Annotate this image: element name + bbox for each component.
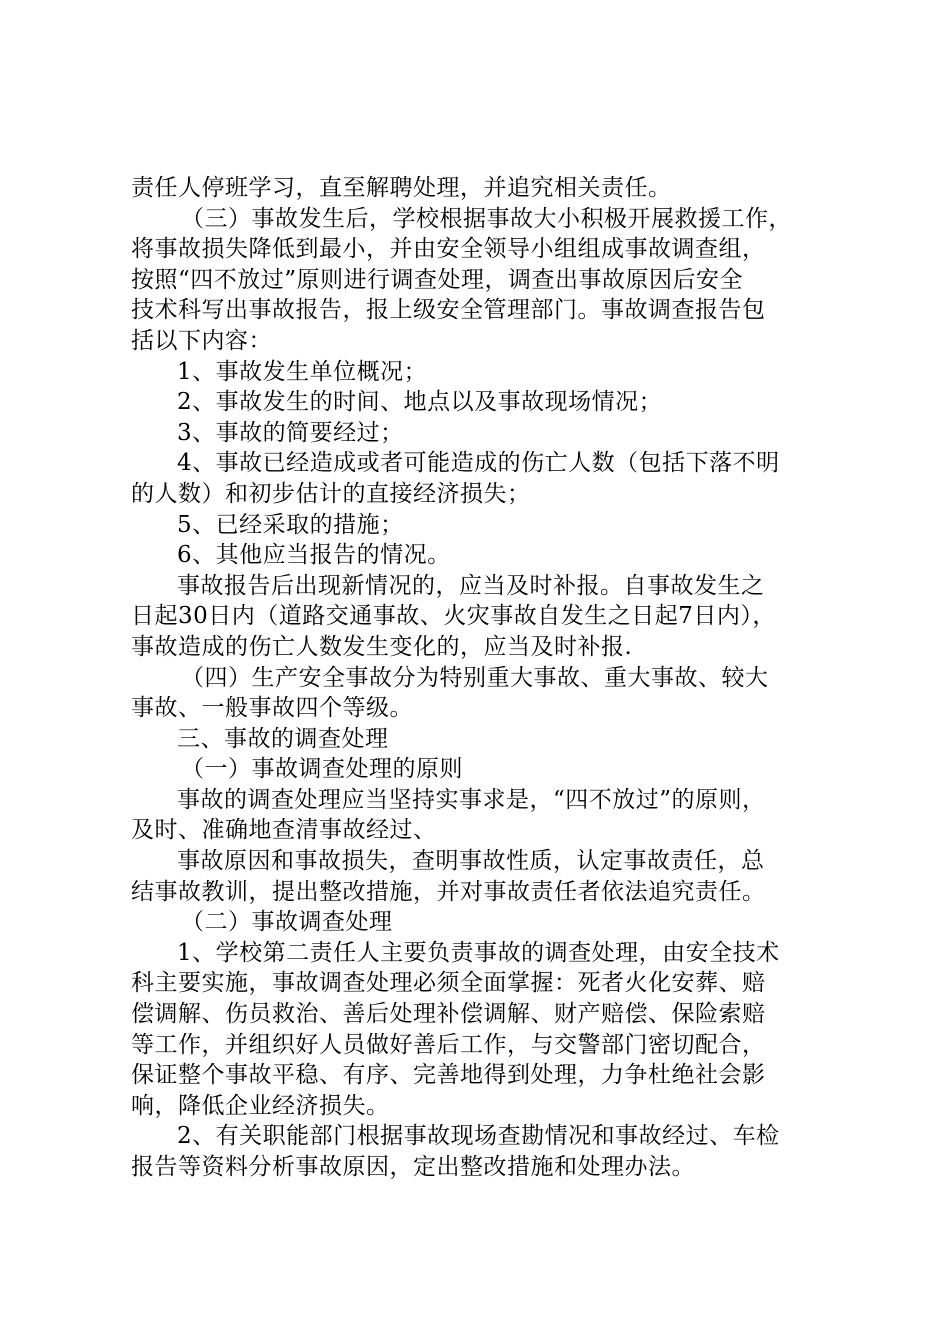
paragraph-line: 结事故教训，提出整改措施，并对事故责任者依法追究责任。 bbox=[131, 878, 766, 905]
list-item: 2、事故发生的时间、地点以及事故现场情况； bbox=[177, 389, 663, 416]
paragraph-line: 括以下内容： bbox=[131, 327, 272, 354]
paragraph-line: 按照“四不放过”原则进行调查处理，调查出事故原因后安全 bbox=[131, 266, 744, 293]
list-item: 6、其他应当报告的情况。 bbox=[177, 542, 451, 569]
paragraph-line: 责任人停班学习，直至解聘处理，并追究相关责任。 bbox=[131, 175, 672, 201]
paragraph-line: 事故造成的伤亡人数发生变化的，应当及时补报. bbox=[131, 633, 633, 660]
paragraph-line: 科主要实施，事故调查处理必须全面掌握：死者火化安葬、赔 bbox=[131, 970, 766, 997]
paragraph-line: 事故的调查处理应当坚持实事求是，“四不放过”的原则， bbox=[177, 786, 766, 813]
paragraph-line: 1、学校第二责任人主要负责事故的调查处理，由安全技术 bbox=[177, 939, 780, 966]
list-item: 4、事故已经造成或者可能造成的伤亡人数（包括下落不明 bbox=[177, 450, 780, 477]
paragraph-line: 事故原因和事故损失，查明事故性质，认定事故责任，总 bbox=[177, 848, 765, 875]
paragraph-line: 保证整个事故平稳、有序、完善地得到处理，力争杜绝社会影 bbox=[131, 1062, 766, 1089]
paragraph-line: 报告等资料分析事故原因，定出整改措施和处理办法。 bbox=[131, 1154, 695, 1180]
subsection-heading: （二）事故调查处理 bbox=[181, 909, 393, 936]
paragraph-line: 响，降低企业经济损失。 bbox=[131, 1092, 390, 1119]
paragraph-line: 事故、一般事故四个等级。 bbox=[131, 695, 413, 722]
paragraph-line: 技术科写出事故报告，报上级安全管理部门。事故调查报告包 bbox=[131, 297, 766, 324]
paragraph-line: （四）生产安全事故分为特别重大事故、重大事故、较大 bbox=[181, 664, 769, 691]
subsection-heading: （一）事故调查处理的原则 bbox=[181, 756, 463, 783]
list-item: 3、事故的简要经过； bbox=[177, 419, 404, 446]
section-heading: 三、事故的调查处理 bbox=[177, 725, 389, 752]
paragraph-line: 及时、准确地查清事故经过、 bbox=[131, 817, 437, 844]
paragraph-line: 的人数）和初步估计的直接经济损失； bbox=[131, 480, 531, 507]
paragraph-line: 等工作，并组织好人员做好善后工作，与交警部门密切配合， bbox=[131, 1031, 766, 1058]
paragraph-line: 事故报告后出现新情况的，应当及时补报。自事故发生之 bbox=[177, 572, 765, 599]
paragraph-line: （三）事故发生后，学校根据事故大小积极开展救援工作， bbox=[181, 205, 792, 232]
paragraph-line: 将事故损失降低到最小，并由安全领导小组组成事故调查组， bbox=[131, 236, 766, 263]
paragraph-line: 日起30日内（道路交通事故、火灾事故自发生之日起7日内）， bbox=[131, 603, 776, 630]
paragraph-line: 2、有关职能部门根据事故现场查勘情况和事故经过、车检 bbox=[177, 1123, 780, 1150]
list-item: 5、已经采取的措施； bbox=[177, 511, 404, 538]
paragraph-line: 偿调解、伤员救治、善后处理补偿调解、财产赔偿、保险索赔 bbox=[131, 1001, 766, 1028]
list-item: 1、事故发生单位概况； bbox=[177, 358, 428, 385]
document-body bbox=[131, 173, 831, 1183]
